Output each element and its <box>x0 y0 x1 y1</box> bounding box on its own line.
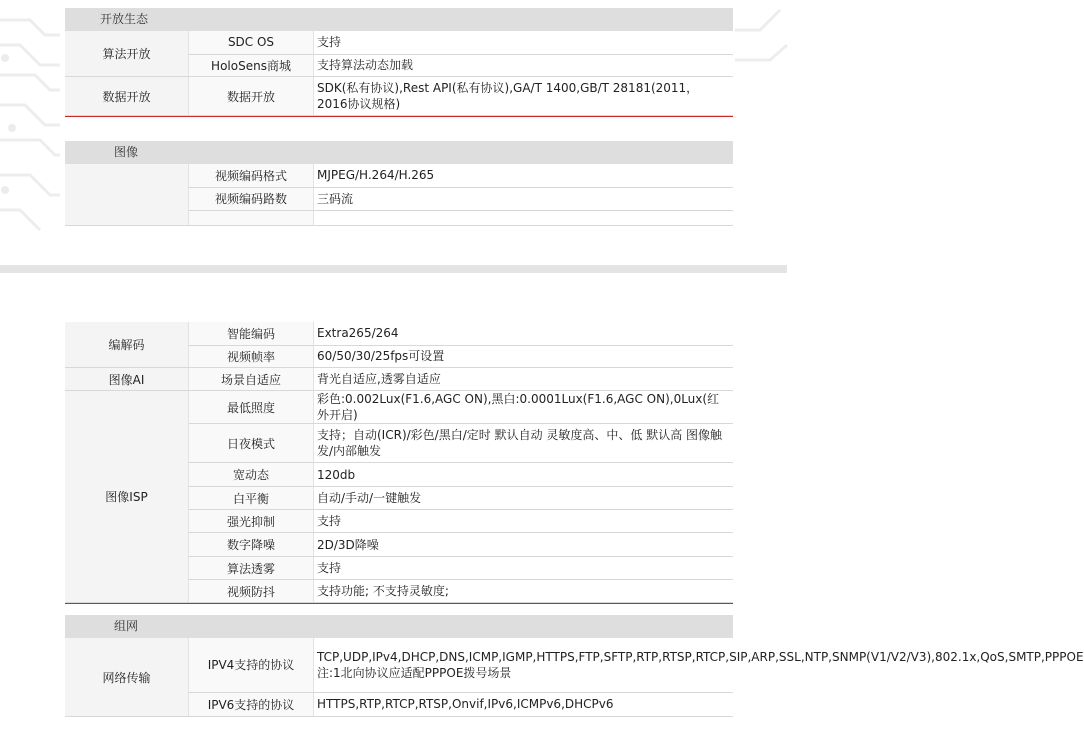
section-divider <box>65 116 733 117</box>
value-cell: Extra265/264 <box>314 322 734 345</box>
network-section <box>65 615 1084 717</box>
item-cell: 视频帧率 <box>189 345 314 367</box>
spec-table <box>65 164 733 226</box>
table-row <box>65 31 733 54</box>
section-header <box>65 141 733 164</box>
value-cell: 支持 <box>314 31 734 54</box>
spec-table <box>65 31 733 116</box>
image-section <box>65 141 733 226</box>
table-row <box>65 164 733 187</box>
item-cell: IPV4支持的协议 <box>189 638 314 692</box>
value-cell: 支持功能; 不支持灵敏度; <box>314 580 734 603</box>
item-cell: 智能编码 <box>189 322 314 345</box>
value-cell: SDK(私有协议),Rest API(私有协议),GA/T 1400,GB/T 28181(2011，2016协议规格) <box>314 77 734 116</box>
section-divider <box>65 603 733 604</box>
item-cell: 白平衡 <box>189 487 314 510</box>
item-cell: 最低照度 <box>189 391 314 424</box>
page-break-band <box>0 265 787 273</box>
value-cell: 支持 <box>314 557 734 580</box>
item-cell: 强光抑制 <box>189 510 314 533</box>
section-title: 组网 <box>114 619 139 633</box>
item-cell: 视频编码路数 <box>189 187 314 210</box>
value-cell: 支持算法动态加载 <box>314 54 734 76</box>
group-cell: 数据开放 <box>65 77 189 116</box>
item-cell: IPV6支持的协议 <box>189 692 314 716</box>
group-cell: 编解码 <box>65 322 189 368</box>
table-row <box>65 322 733 345</box>
value-cell: 三码流 <box>314 187 734 210</box>
spec-table <box>65 322 733 603</box>
group-cell: 图像ISP <box>65 391 189 603</box>
group-cell <box>65 164 189 226</box>
group-cell: 网络传输 <box>65 638 189 717</box>
item-cell: 数字降噪 <box>189 533 314 557</box>
item-cell: 场景自适应 <box>189 368 314 391</box>
group-cell: 图像AI <box>65 368 189 391</box>
value-cell: 自动/手动/一键触发 <box>314 487 734 510</box>
value-cell: 2D/3D降噪 <box>314 533 734 557</box>
section-header <box>65 8 733 31</box>
item-cell: 宽动态 <box>189 463 314 487</box>
section-title: 开放生态 <box>100 12 149 26</box>
table-row <box>65 77 733 116</box>
value-cell: 彩色:0.002Lux(F1.6,AGC ON),黑白:0.0001Lux(F1.6,AGC ON),0Lux(红外开启) <box>314 391 734 424</box>
item-cell: SDC OS <box>189 31 314 54</box>
group-cell: 算法开放 <box>65 31 189 77</box>
value-cell: MJPEG/H.264/H.265 <box>314 164 734 187</box>
item-cell: 视频防抖 <box>189 580 314 603</box>
value-cell: HTTPS,RTP,RTCP,RTSP,Onvif,IPv6,ICMPv6,DHCPv6 <box>314 692 734 716</box>
value-cell: 120db <box>314 463 734 487</box>
value-cell: 60/50/30/25fps可设置 <box>314 345 734 367</box>
item-cell: HoloSens商城 <box>189 54 314 76</box>
item-cell: 视频编码格式 <box>189 164 314 187</box>
item-cell: 日夜模式 <box>189 424 314 463</box>
value-cell: 背光自适应,透雾自适应 <box>314 368 734 391</box>
value-cell: 支持 <box>314 510 734 533</box>
table-row <box>65 368 733 391</box>
spec-table <box>65 638 1084 717</box>
value-cell <box>314 210 734 225</box>
table-row <box>65 638 733 692</box>
item-cell <box>189 210 314 225</box>
section-header <box>65 615 733 638</box>
table-row <box>65 391 733 424</box>
open-ecology-section <box>65 8 733 117</box>
value-cell: 支持；自动(ICR)/彩色/黑白/定时 默认自动 灵敏度高、中、低 默认高 图像触发/内部触发 <box>314 424 734 463</box>
codec-isp-section <box>65 322 733 604</box>
section-title: 图像 <box>114 145 139 159</box>
value-cell: TCP,UDP,IPv4,DHCP,DNS,ICMP,IGMP,HTTPS,FTP,SFTP,RTP,RTSP,RTCP,SIP,ARP,SSL,NTP,SNMP(V1/V2/V3),802.1x,QoS,SMTP,PPPOE 注:1北向协议应适配PPPOE拨号场景 <box>314 638 734 692</box>
item-cell: 数据开放 <box>189 77 314 116</box>
item-cell: 算法透雾 <box>189 557 314 580</box>
